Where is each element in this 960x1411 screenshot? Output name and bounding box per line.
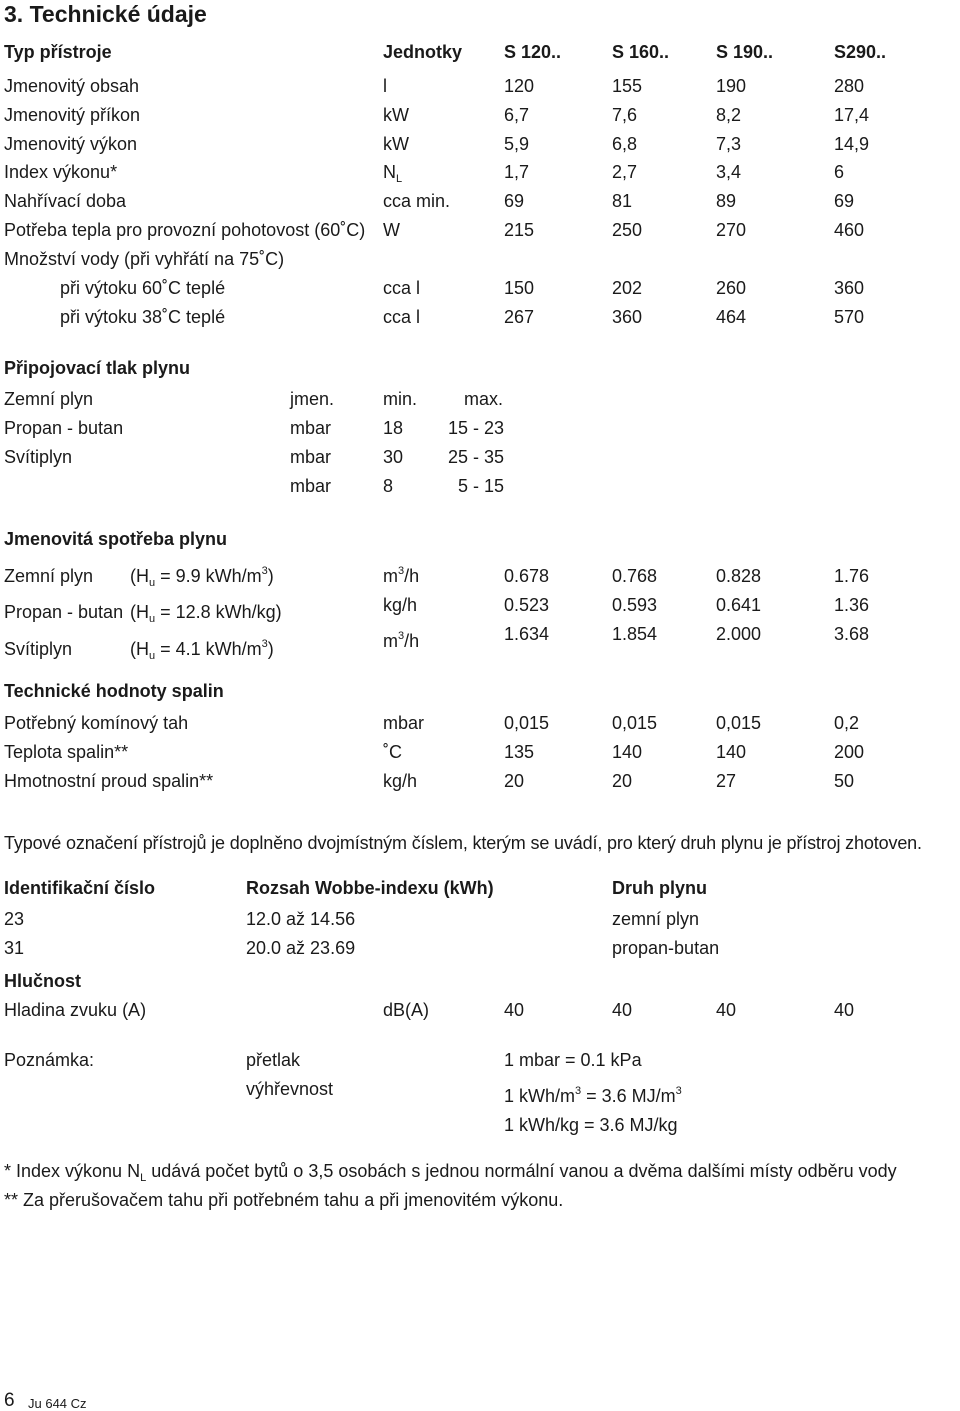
cell-value: 40 (504, 1000, 525, 1020)
cell-value: 14,9 (834, 134, 870, 154)
col-header: jmen. (290, 389, 335, 409)
col-header: min. (383, 389, 418, 409)
cell-value: 81 (612, 191, 633, 211)
header-type-label: Typ přístroje (4, 42, 112, 62)
row-label: při výtoku 60˚C teplé (60, 278, 226, 298)
row-label: Množství vody (při vyhřátí na 75˚C) (4, 249, 285, 269)
cell-value: 267 (504, 307, 535, 327)
cell-value: 0,015 (612, 713, 658, 733)
remark-term: výhřevnost (246, 1079, 334, 1099)
col-header: Identifikační číslo (4, 878, 156, 898)
row-label: při výtoku 38˚C teplé (60, 307, 226, 327)
cell-value: 6,8 (612, 134, 638, 154)
cell-value: 140 (716, 742, 747, 762)
cell-value: 215 (504, 220, 535, 240)
row-label: Jmenovitý příkon (4, 105, 141, 125)
document-code: Ju 644 Cz (28, 1396, 87, 1411)
heating-value: ($H_u = 4.1$ kWh/$m^3$) (130, 638, 274, 662)
row-label: Zemní plyn (4, 566, 94, 586)
cell-value: 3,4 (716, 162, 742, 182)
footnote: * Index výkonu $N_L$ udává počet bytů o 3,5 osobách s jednou normální vanou a dvěma dalšími místy odběru vody (4, 1161, 897, 1184)
cell-value: 7,6 (612, 105, 638, 125)
section-heading: Jmenovitá spotřeba plynu (4, 529, 228, 549)
cell-value: 1,7 (504, 162, 530, 182)
cell-value: 7,3 (716, 134, 742, 154)
row-label: Potřebný komínový tah (4, 713, 189, 733)
cell-value: 155 (612, 76, 643, 96)
row-label: Jmenovitý výkon (4, 134, 138, 154)
section-heading: Hlučnost (4, 971, 82, 991)
cell-value: 3.68 (834, 624, 870, 644)
row-unit: kW (383, 134, 409, 154)
cell-value: 2.000 (716, 624, 762, 644)
cell-value: 250 (612, 220, 643, 240)
header-unit-label: Jednotky (383, 42, 463, 62)
row-unit: mbar (290, 476, 332, 496)
cell-value: 40 (612, 1000, 633, 1020)
cell-value: 460 (834, 220, 865, 240)
row-unit: W (383, 220, 400, 240)
row-label: Hladina zvuku (A) (4, 1000, 147, 1020)
cell-value: 1.76 (834, 566, 870, 586)
row-label: Svítiplyn (4, 447, 73, 467)
cell-value: 1.854 (612, 624, 658, 644)
cell-value: 50 (834, 771, 855, 791)
cell-value: 464 (716, 307, 747, 327)
cell-value: 135 (504, 742, 535, 762)
row-unit: $m^3/h$ (383, 565, 420, 586)
cell-value: 6 (834, 162, 845, 182)
row-unit: mbar (383, 713, 425, 733)
cell-value: 0,2 (834, 713, 860, 733)
cell-value: 12.0 až 14.56 (246, 909, 356, 929)
remark-conversion: 1 kWh/$m^3 = 3.6$ $MJ/m^3$ (504, 1085, 682, 1106)
row-label: Propan - butan (4, 602, 124, 622)
page-number: 6 (4, 1390, 15, 1411)
cell-value: 5 - 15 (458, 476, 505, 496)
cell-value: 0,015 (716, 713, 762, 733)
cell-value: 202 (612, 278, 643, 298)
cell-value: 570 (834, 307, 865, 327)
cell-value: 0.523 (504, 595, 550, 615)
row-label: Teplota spalin** (4, 742, 129, 762)
row-unit: mbar (290, 447, 332, 467)
row-unit: kW (383, 105, 409, 125)
heating-value: ($H_u = 9.9$ kWh/$m^3$) (130, 565, 274, 589)
cell-value: 140 (612, 742, 643, 762)
cell-value: 40 (716, 1000, 737, 1020)
row-label: Nahřívací doba (4, 191, 127, 211)
header-model: S 120.. (504, 42, 562, 62)
cell-value: 31 (4, 938, 25, 958)
cell-value: 27 (716, 771, 737, 791)
cell-value: 15 - 23 (448, 418, 505, 438)
row-label: Propan - butan (4, 418, 124, 438)
col-header: Druh plynu (612, 878, 707, 898)
cell-value: 18 (383, 418, 404, 438)
section-heading: Technické hodnoty spalin (4, 681, 224, 701)
cell-value: 69 (834, 191, 855, 211)
cell-value: 20 (504, 771, 525, 791)
remark-conversion: 1 mbar = 0.1 kPa (504, 1050, 642, 1070)
cell-value: 5,9 (504, 134, 530, 154)
cell-value: 150 (504, 278, 535, 298)
row-unit: dB(A) (383, 1000, 430, 1020)
cell-value: zemní plyn (612, 909, 700, 929)
col-header: Rozsah Wobbe-indexu (kWh) (246, 878, 494, 898)
cell-value: 6,7 (504, 105, 530, 125)
cell-value: propan-butan (612, 938, 720, 958)
header-model: S 190.. (716, 42, 774, 62)
cell-value: 1.634 (504, 624, 550, 644)
col-header: max. (464, 389, 504, 409)
row-label: Zemní plyn (4, 389, 94, 409)
row-unit: kg/h (383, 595, 418, 615)
footnote: ** Za přerušovačem tahu při potřebném tahu a při jmenovitém výkonu. (4, 1190, 564, 1210)
cell-value: 8 (383, 476, 394, 496)
remark-label: Poznámka: (4, 1050, 95, 1070)
row-unit: cca l (383, 307, 421, 327)
cell-value: 0.641 (716, 595, 762, 615)
cell-value: 190 (716, 76, 747, 96)
cell-value: 17,4 (834, 105, 870, 125)
cell-value: 23 (4, 909, 25, 929)
type-note: Typové označení přístrojů je doplněno dvojmístným číslem, kterým se uvádí, pro který druh plynu je přístroj zhotoven. (4, 833, 922, 853)
cell-value: 360 (612, 307, 643, 327)
cell-value: 8,2 (716, 105, 742, 125)
header-model: S 160.. (612, 42, 670, 62)
row-unit: l (383, 76, 387, 96)
header-model: S290.. (834, 42, 887, 62)
cell-value: 89 (716, 191, 737, 211)
cell-value: 20.0 až 23.69 (246, 938, 356, 958)
cell-value: 280 (834, 76, 865, 96)
row-label: Potřeba tepla pro provozní pohotovost (60˚C) (4, 220, 366, 240)
page-title: 3. Technické údaje (4, 1, 207, 27)
row-unit: $m^3/h$ (383, 630, 420, 651)
cell-value: 270 (716, 220, 747, 240)
cell-value: 200 (834, 742, 865, 762)
cell-value: 69 (504, 191, 525, 211)
cell-value: 20 (612, 771, 633, 791)
heating-value: ($H_u = 12.8$ kWh/kg) (130, 602, 282, 625)
cell-value: 1.36 (834, 595, 870, 615)
remark-conversion: 1 kWh/kg = 3.6 MJ/kg (504, 1115, 678, 1135)
cell-value: 0.678 (504, 566, 550, 586)
cell-value: 30 (383, 447, 404, 467)
row-label: Svítiplyn (4, 639, 73, 659)
cell-value: 2,7 (612, 162, 638, 182)
row-label: Index výkonu* (4, 162, 118, 182)
cell-value: 0,015 (504, 713, 550, 733)
row-unit: cca l (383, 278, 421, 298)
cell-value: 25 - 35 (448, 447, 505, 467)
section-heading: Připojovací tlak plynu (4, 358, 191, 378)
cell-value: 260 (716, 278, 747, 298)
row-unit: mbar (290, 418, 332, 438)
row-unit: cca min. (383, 191, 451, 211)
row-unit: $N_L$ (383, 162, 403, 185)
remark-term: přetlak (246, 1050, 301, 1070)
row-label: Jmenovitý obsah (4, 76, 140, 96)
row-label: Hmotnostní proud spalin** (4, 771, 214, 791)
cell-value: 0.828 (716, 566, 762, 586)
row-unit: kg/h (383, 771, 418, 791)
cell-value: 360 (834, 278, 865, 298)
cell-value: 120 (504, 76, 535, 96)
cell-value: 40 (834, 1000, 855, 1020)
cell-value: 0.768 (612, 566, 658, 586)
cell-value: 0.593 (612, 595, 658, 615)
row-unit: ˚C (383, 742, 402, 762)
